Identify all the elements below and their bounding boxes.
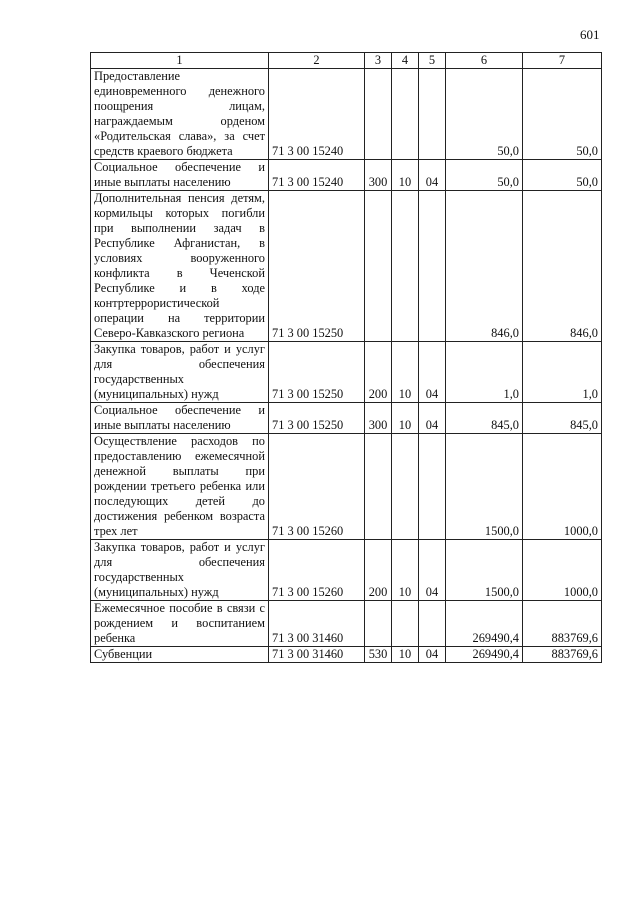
row-col3: 530 xyxy=(365,647,392,663)
row-col4 xyxy=(392,601,419,647)
header-cell: 6 xyxy=(446,53,523,69)
row-col3 xyxy=(365,191,392,342)
row-col7: 1,0 xyxy=(523,342,602,403)
row-name xyxy=(91,342,269,403)
header-cell: 1 xyxy=(91,53,269,69)
table-row xyxy=(91,601,602,647)
table-row xyxy=(91,342,602,403)
row-col6: 50,0 xyxy=(446,69,523,160)
row-name xyxy=(91,69,269,160)
row-code: 71 3 00 15250 xyxy=(269,191,365,342)
row-col7: 846,0 xyxy=(523,191,602,342)
header-cell: 4 xyxy=(392,53,419,69)
row-col6: 1500,0 xyxy=(446,540,523,601)
row-name-text: Дополнительная пенсия детям, кормильцы которых погибли при выполнении задач в Республике Афганистан, в условиях вооруженного конфликта в Чеченской Республике и в ходе контртеррористической операции на территории Северо-Кавказского региона xyxy=(94,191,265,340)
row-name-text: Ежемесячное пособие в связи с рождением и воспитанием ребенка xyxy=(94,601,265,645)
row-col4: 10 xyxy=(392,647,419,663)
row-name-text: Закупка товаров, работ и услуг для обеспечения государственных (муниципальных) нужд xyxy=(94,342,265,401)
row-code: 71 3 00 31460 xyxy=(269,647,365,663)
table-row xyxy=(91,403,602,434)
row-col4 xyxy=(392,69,419,160)
row-col6: 845,0 xyxy=(446,403,523,434)
row-col6: 1500,0 xyxy=(446,434,523,540)
row-name-text: Предоставление единовременного денежного поощрения лицам, награждаемым орденом «Родительская слава», за счет средств краевого бюджета xyxy=(94,69,265,158)
row-code: 71 3 00 15250 xyxy=(269,342,365,403)
table-row xyxy=(91,434,602,540)
row-col7: 50,0 xyxy=(523,69,602,160)
row-col3 xyxy=(365,601,392,647)
row-col6: 269490,4 xyxy=(446,647,523,663)
table-row xyxy=(91,191,602,342)
row-col6: 846,0 xyxy=(446,191,523,342)
table-row xyxy=(91,69,602,160)
header-cell: 2 xyxy=(269,53,365,69)
row-col3: 300 xyxy=(365,403,392,434)
row-col4: 10 xyxy=(392,540,419,601)
row-col3: 200 xyxy=(365,540,392,601)
row-col5 xyxy=(419,191,446,342)
row-code: 71 3 00 15240 xyxy=(269,69,365,160)
row-code: 71 3 00 31460 xyxy=(269,601,365,647)
row-col7: 1000,0 xyxy=(523,540,602,601)
row-col5: 04 xyxy=(419,342,446,403)
row-name xyxy=(91,191,269,342)
row-col5: 04 xyxy=(419,540,446,601)
row-code: 71 3 00 15240 xyxy=(269,160,365,191)
row-name-text: Социальное обеспечение и иные выплаты населению xyxy=(94,403,265,432)
budget-table xyxy=(90,52,602,663)
row-name xyxy=(91,403,269,434)
row-name xyxy=(91,540,269,601)
row-code: 71 3 00 15260 xyxy=(269,434,365,540)
table-row xyxy=(91,647,602,663)
row-col5 xyxy=(419,601,446,647)
row-col3 xyxy=(365,434,392,540)
row-col7: 883769,6 xyxy=(523,601,602,647)
row-name-text: Субвенции xyxy=(94,647,153,661)
row-col7: 1000,0 xyxy=(523,434,602,540)
row-col4 xyxy=(392,191,419,342)
header-cell: 7 xyxy=(523,53,602,69)
row-col6: 50,0 xyxy=(446,160,523,191)
row-col7: 50,0 xyxy=(523,160,602,191)
header-cell: 5 xyxy=(419,53,446,69)
row-code: 71 3 00 15260 xyxy=(269,540,365,601)
row-col3: 300 xyxy=(365,160,392,191)
row-code: 71 3 00 15250 xyxy=(269,403,365,434)
row-col3: 200 xyxy=(365,342,392,403)
row-col5 xyxy=(419,69,446,160)
row-name-text: Осуществление расходов по предоставлению ежемесячной денежной выплаты при рождении третьего ребенка или последующих детей до достижения ребенком возраста трех лет xyxy=(94,434,265,538)
row-col5 xyxy=(419,434,446,540)
row-col3 xyxy=(365,69,392,160)
row-col4: 10 xyxy=(392,342,419,403)
row-col6: 1,0 xyxy=(446,342,523,403)
table-row xyxy=(91,160,602,191)
row-name xyxy=(91,647,269,663)
row-col6: 269490,4 xyxy=(446,601,523,647)
row-name xyxy=(91,160,269,191)
header-cell: 3 xyxy=(365,53,392,69)
header-row xyxy=(91,53,602,69)
row-name-text: Социальное обеспечение и иные выплаты населению xyxy=(94,160,265,189)
row-col4: 10 xyxy=(392,403,419,434)
row-col4 xyxy=(392,434,419,540)
row-col5: 04 xyxy=(419,647,446,663)
row-name-text: Закупка товаров, работ и услуг для обеспечения государственных (муниципальных) нужд xyxy=(94,540,265,599)
row-col4: 10 xyxy=(392,160,419,191)
row-col7: 883769,6 xyxy=(523,647,602,663)
row-name xyxy=(91,601,269,647)
table-row xyxy=(91,540,602,601)
page-number: 601 xyxy=(580,27,600,42)
row-col5: 04 xyxy=(419,160,446,191)
row-name xyxy=(91,434,269,540)
row-col7: 845,0 xyxy=(523,403,602,434)
row-col5: 04 xyxy=(419,403,446,434)
